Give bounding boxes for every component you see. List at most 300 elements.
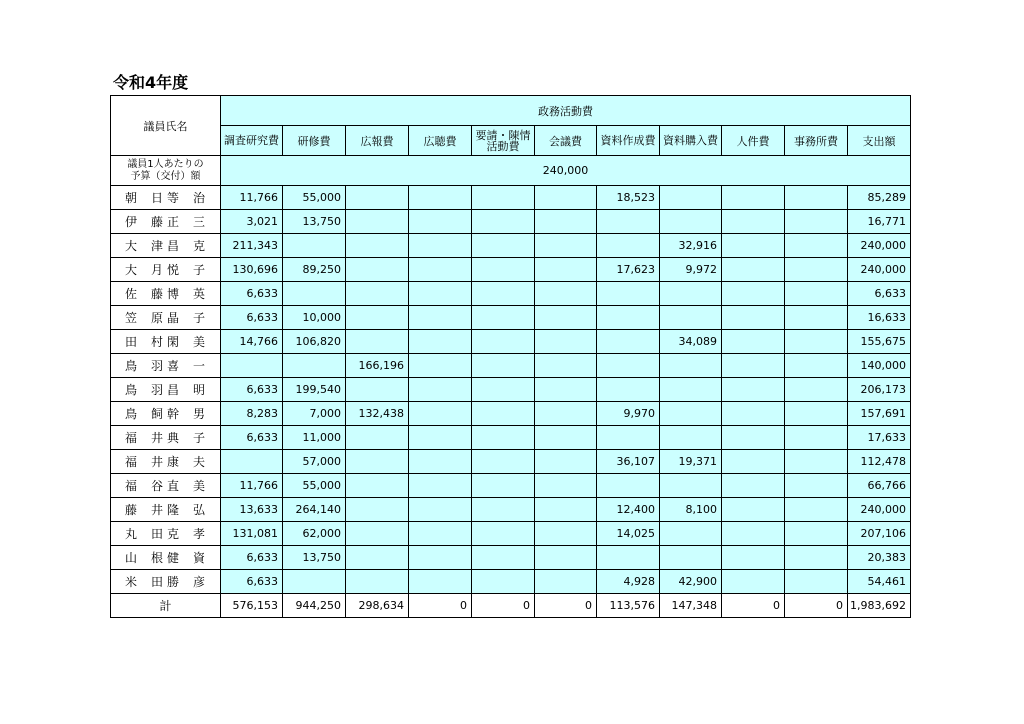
value-cell: 8,100: [660, 498, 722, 522]
member-name-text: [111, 501, 220, 518]
value-cell: [409, 258, 472, 282]
column-header: 事務所費: [785, 126, 848, 156]
value-cell: [597, 378, 660, 402]
family-name: 大 津: [125, 239, 165, 253]
table-row: [111, 402, 911, 426]
value-cell: 20,383: [848, 546, 911, 570]
value-cell: [722, 498, 785, 522]
value-cell: [597, 210, 660, 234]
value-cell: [535, 546, 597, 570]
value-cell: 157,691: [848, 402, 911, 426]
value-cell: [785, 258, 848, 282]
value-cell: [472, 474, 535, 498]
column-header: 支出額: [848, 126, 911, 156]
value-cell: [535, 450, 597, 474]
value-cell: [722, 306, 785, 330]
member-name-text: [111, 309, 220, 326]
value-cell: [346, 306, 409, 330]
given-name: 幹 男: [166, 407, 206, 421]
value-cell: [785, 378, 848, 402]
value-cell: [597, 282, 660, 306]
value-cell: 6,633: [221, 570, 283, 594]
value-cell: 11,000: [283, 426, 346, 450]
value-cell: [722, 474, 785, 498]
column-header: 要請・陳情活動費: [472, 126, 535, 156]
member-name: [111, 426, 221, 450]
member-name: [111, 258, 221, 282]
value-cell: [535, 354, 597, 378]
member-name: [111, 378, 221, 402]
member-name: [111, 234, 221, 258]
family-name: 鳥 羽: [125, 359, 165, 373]
value-cell: 140,000: [848, 354, 911, 378]
value-cell: [785, 210, 848, 234]
family-name: 鳥 飼: [125, 407, 165, 421]
value-cell: [409, 186, 472, 210]
value-cell: 155,675: [848, 330, 911, 354]
family-name: 鳥 羽: [125, 383, 165, 397]
value-cell: [660, 282, 722, 306]
member-name: [111, 330, 221, 354]
value-cell: [409, 234, 472, 258]
member-name-text: [111, 453, 220, 470]
column-header: 人件費: [722, 126, 785, 156]
value-cell: [535, 474, 597, 498]
value-cell: [597, 354, 660, 378]
value-cell: [785, 186, 848, 210]
value-cell: [535, 402, 597, 426]
value-cell: [346, 498, 409, 522]
value-cell: [722, 282, 785, 306]
value-cell: [346, 330, 409, 354]
given-name: 悦 子: [166, 263, 206, 277]
given-name: 典 子: [166, 431, 206, 445]
member-name: [111, 210, 221, 234]
value-cell: 17,623: [597, 258, 660, 282]
value-cell: 240,000: [848, 498, 911, 522]
value-cell: [409, 450, 472, 474]
value-cell: 16,633: [848, 306, 911, 330]
total-value-cell: 0: [472, 594, 535, 618]
value-cell: [785, 426, 848, 450]
total-value-cell: 0: [785, 594, 848, 618]
member-name: [111, 450, 221, 474]
family-name: 丸 田: [125, 527, 165, 541]
table-row: [111, 426, 911, 450]
given-name: 博 英: [166, 287, 206, 301]
table-row: [111, 282, 911, 306]
member-name: [111, 306, 221, 330]
value-cell: 32,916: [660, 234, 722, 258]
family-name: 福 井: [125, 455, 165, 469]
column-header: 研修費: [283, 126, 346, 156]
total-value-cell: 1,983,692: [848, 594, 911, 618]
value-cell: [535, 570, 597, 594]
table-row: [111, 306, 911, 330]
value-cell: 264,140: [283, 498, 346, 522]
value-cell: [785, 498, 848, 522]
value-cell: 85,289: [848, 186, 911, 210]
value-cell: 55,000: [283, 186, 346, 210]
value-cell: [597, 234, 660, 258]
value-cell: 36,107: [597, 450, 660, 474]
value-cell: [535, 210, 597, 234]
table-row: [111, 330, 911, 354]
value-cell: [722, 258, 785, 282]
family-name: 福 井: [125, 431, 165, 445]
value-cell: [409, 522, 472, 546]
total-value-cell: 298,634: [346, 594, 409, 618]
value-cell: [472, 186, 535, 210]
value-cell: [722, 378, 785, 402]
value-cell: 132,438: [346, 402, 409, 426]
value-cell: [535, 330, 597, 354]
value-cell: 6,633: [221, 378, 283, 402]
value-cell: [409, 570, 472, 594]
value-cell: [722, 426, 785, 450]
value-cell: [346, 282, 409, 306]
value-cell: [722, 450, 785, 474]
value-cell: 240,000: [848, 258, 911, 282]
member-name-text: [111, 549, 220, 566]
value-cell: [785, 354, 848, 378]
value-cell: [660, 354, 722, 378]
value-cell: [409, 546, 472, 570]
value-cell: [346, 570, 409, 594]
value-cell: [472, 546, 535, 570]
family-name: 田 村: [125, 335, 165, 349]
value-cell: [472, 378, 535, 402]
value-cell: 130,696: [221, 258, 283, 282]
family-name: 藤 井: [125, 503, 165, 517]
value-cell: [660, 186, 722, 210]
value-cell: [722, 234, 785, 258]
value-cell: [346, 474, 409, 498]
value-cell: [472, 258, 535, 282]
value-cell: [472, 498, 535, 522]
total-value-cell: 0: [535, 594, 597, 618]
value-cell: [346, 426, 409, 450]
value-cell: [597, 474, 660, 498]
value-cell: 42,900: [660, 570, 722, 594]
member-name-text: [111, 429, 220, 446]
value-cell: [535, 186, 597, 210]
value-cell: [221, 354, 283, 378]
table-row: [111, 258, 911, 282]
value-cell: [785, 546, 848, 570]
value-cell: [660, 306, 722, 330]
member-name-text: [111, 381, 220, 398]
given-name: 昌 明: [166, 383, 206, 397]
value-cell: [409, 354, 472, 378]
family-name: 朝 日: [125, 191, 165, 205]
member-name-text: [111, 285, 220, 302]
value-cell: 17,633: [848, 426, 911, 450]
value-cell: [346, 546, 409, 570]
value-cell: 11,766: [221, 186, 283, 210]
value-cell: 66,766: [848, 474, 911, 498]
value-cell: 13,750: [283, 546, 346, 570]
family-name: 笠 原: [125, 311, 165, 325]
total-value-cell: 0: [722, 594, 785, 618]
column-header: 広報費: [346, 126, 409, 156]
value-cell: [535, 522, 597, 546]
value-cell: [785, 282, 848, 306]
value-cell: [346, 186, 409, 210]
value-cell: 6,633: [221, 306, 283, 330]
table-row: [111, 186, 911, 210]
member-name-text: [111, 525, 220, 542]
value-cell: 131,081: [221, 522, 283, 546]
value-cell: [409, 474, 472, 498]
family-name: 伊 藤: [125, 215, 165, 229]
value-cell: 206,173: [848, 378, 911, 402]
member-name-text: [111, 405, 220, 422]
value-cell: [535, 258, 597, 282]
value-cell: [722, 546, 785, 570]
value-cell: 7,000: [283, 402, 346, 426]
value-cell: [535, 306, 597, 330]
total-value-cell: 147,348: [660, 594, 722, 618]
value-cell: 6,633: [221, 546, 283, 570]
value-cell: [535, 282, 597, 306]
value-cell: [409, 498, 472, 522]
value-cell: [660, 378, 722, 402]
given-name: 等 治: [166, 191, 206, 205]
table-row: [111, 210, 911, 234]
value-cell: 34,089: [660, 330, 722, 354]
value-cell: [722, 186, 785, 210]
value-cell: 54,461: [848, 570, 911, 594]
value-cell: 13,750: [283, 210, 346, 234]
value-cell: [409, 402, 472, 426]
column-header: 資料作成費: [597, 126, 660, 156]
value-cell: 16,771: [848, 210, 911, 234]
value-cell: [535, 378, 597, 402]
value-cell: [660, 210, 722, 234]
member-name: [111, 282, 221, 306]
member-name: [111, 522, 221, 546]
value-cell: [346, 522, 409, 546]
expense-table: [110, 95, 911, 618]
column-header: 広聴費: [409, 126, 472, 156]
table-row: [111, 378, 911, 402]
total-row: [111, 594, 911, 618]
value-cell: [472, 306, 535, 330]
total-value-cell: 576,153: [221, 594, 283, 618]
family-name: 佐 藤: [125, 287, 165, 301]
value-cell: [221, 450, 283, 474]
value-cell: [472, 210, 535, 234]
given-name: 喜 一: [166, 359, 206, 373]
value-cell: [472, 450, 535, 474]
value-cell: [660, 522, 722, 546]
member-name-text: [111, 333, 220, 350]
value-cell: 6,633: [221, 282, 283, 306]
page-title: 令和4年度: [113, 73, 189, 92]
value-cell: [283, 354, 346, 378]
member-name-text: [111, 237, 220, 254]
value-cell: [597, 426, 660, 450]
value-cell: [660, 546, 722, 570]
member-name-text: [111, 477, 220, 494]
total-label: 計: [111, 594, 221, 618]
value-cell: [785, 474, 848, 498]
value-cell: [785, 450, 848, 474]
value-cell: [722, 522, 785, 546]
member-name-text: [111, 357, 220, 374]
value-cell: [597, 546, 660, 570]
member-name: [111, 498, 221, 522]
value-cell: [409, 378, 472, 402]
table-row: [111, 474, 911, 498]
value-cell: 211,343: [221, 234, 283, 258]
value-cell: [472, 234, 535, 258]
value-cell: [660, 402, 722, 426]
value-cell: [722, 210, 785, 234]
value-cell: 112,478: [848, 450, 911, 474]
given-name: 正 三: [166, 215, 206, 229]
value-cell: [660, 426, 722, 450]
column-header: 調査研究費: [221, 126, 283, 156]
value-cell: [472, 282, 535, 306]
family-name: 福 谷: [125, 479, 165, 493]
value-cell: 18,523: [597, 186, 660, 210]
value-cell: [472, 426, 535, 450]
value-cell: 14,766: [221, 330, 283, 354]
total-value-cell: 0: [409, 594, 472, 618]
member-name-text: [111, 189, 220, 206]
value-cell: [785, 570, 848, 594]
member-name-text: [111, 573, 220, 590]
value-cell: [346, 378, 409, 402]
value-cell: [472, 570, 535, 594]
value-cell: [722, 354, 785, 378]
value-cell: [283, 234, 346, 258]
given-name: 隆 弘: [166, 503, 206, 517]
value-cell: 62,000: [283, 522, 346, 546]
value-cell: 6,633: [848, 282, 911, 306]
total-value-cell: 944,250: [283, 594, 346, 618]
value-cell: [785, 402, 848, 426]
table-row: [111, 498, 911, 522]
budget-value: 240,000: [221, 156, 911, 186]
value-cell: [409, 282, 472, 306]
given-name: 健 資: [166, 551, 206, 565]
table-row: [111, 570, 911, 594]
value-cell: [597, 330, 660, 354]
budget-label: [111, 156, 221, 186]
value-cell: [472, 354, 535, 378]
given-name: 閑 美: [166, 335, 206, 349]
value-cell: [535, 234, 597, 258]
value-cell: 89,250: [283, 258, 346, 282]
value-cell: 199,540: [283, 378, 346, 402]
column-header: 資料購入費: [660, 126, 722, 156]
value-cell: [535, 426, 597, 450]
group-header: 政務活動費: [221, 96, 911, 126]
table-row: [111, 522, 911, 546]
budget-label-line2: 予算（交付）額: [130, 170, 201, 182]
given-name: 晶 子: [166, 311, 206, 325]
name-column-header: 議員氏名: [111, 96, 221, 156]
given-name: 昌 克: [166, 239, 206, 253]
family-name: 大 月: [125, 263, 165, 277]
given-name: 直 美: [166, 479, 206, 493]
value-cell: [597, 306, 660, 330]
family-name: 米 田: [125, 575, 165, 589]
table-row: [111, 234, 911, 258]
member-name: [111, 354, 221, 378]
member-name: [111, 186, 221, 210]
value-cell: [409, 210, 472, 234]
value-cell: [472, 522, 535, 546]
table-row: [111, 450, 911, 474]
budget-label-line1: 議員1人あたりの: [127, 158, 204, 170]
value-cell: [346, 234, 409, 258]
column-header: 会議費: [535, 126, 597, 156]
value-cell: 12,400: [597, 498, 660, 522]
value-cell: 13,633: [221, 498, 283, 522]
value-cell: 8,283: [221, 402, 283, 426]
value-cell: [346, 258, 409, 282]
value-cell: [472, 330, 535, 354]
value-cell: [722, 330, 785, 354]
value-cell: 14,025: [597, 522, 660, 546]
member-name: [111, 402, 221, 426]
value-cell: 166,196: [346, 354, 409, 378]
value-cell: 207,106: [848, 522, 911, 546]
value-cell: [660, 474, 722, 498]
value-cell: 9,972: [660, 258, 722, 282]
value-cell: 3,021: [221, 210, 283, 234]
value-cell: [785, 330, 848, 354]
value-cell: 240,000: [848, 234, 911, 258]
value-cell: [785, 306, 848, 330]
member-name: [111, 474, 221, 498]
given-name: 勝 彦: [166, 575, 206, 589]
member-name: [111, 570, 221, 594]
value-cell: [785, 522, 848, 546]
value-cell: [535, 498, 597, 522]
value-cell: [346, 210, 409, 234]
value-cell: 55,000: [283, 474, 346, 498]
family-name: 山 根: [125, 551, 165, 565]
member-name-text: [111, 213, 220, 230]
value-cell: 57,000: [283, 450, 346, 474]
value-cell: [409, 426, 472, 450]
value-cell: [472, 402, 535, 426]
value-cell: 4,928: [597, 570, 660, 594]
table-row: [111, 354, 911, 378]
total-value-cell: 113,576: [597, 594, 660, 618]
given-name: 康 夫: [166, 455, 206, 469]
value-cell: [785, 234, 848, 258]
member-name: [111, 546, 221, 570]
value-cell: 19,371: [660, 450, 722, 474]
value-cell: 6,633: [221, 426, 283, 450]
value-cell: [722, 402, 785, 426]
value-cell: [409, 330, 472, 354]
value-cell: [409, 306, 472, 330]
table-row: [111, 546, 911, 570]
value-cell: 9,970: [597, 402, 660, 426]
value-cell: [722, 570, 785, 594]
value-cell: [283, 282, 346, 306]
member-name-text: [111, 261, 220, 278]
value-cell: 11,766: [221, 474, 283, 498]
given-name: 克 孝: [166, 527, 206, 541]
